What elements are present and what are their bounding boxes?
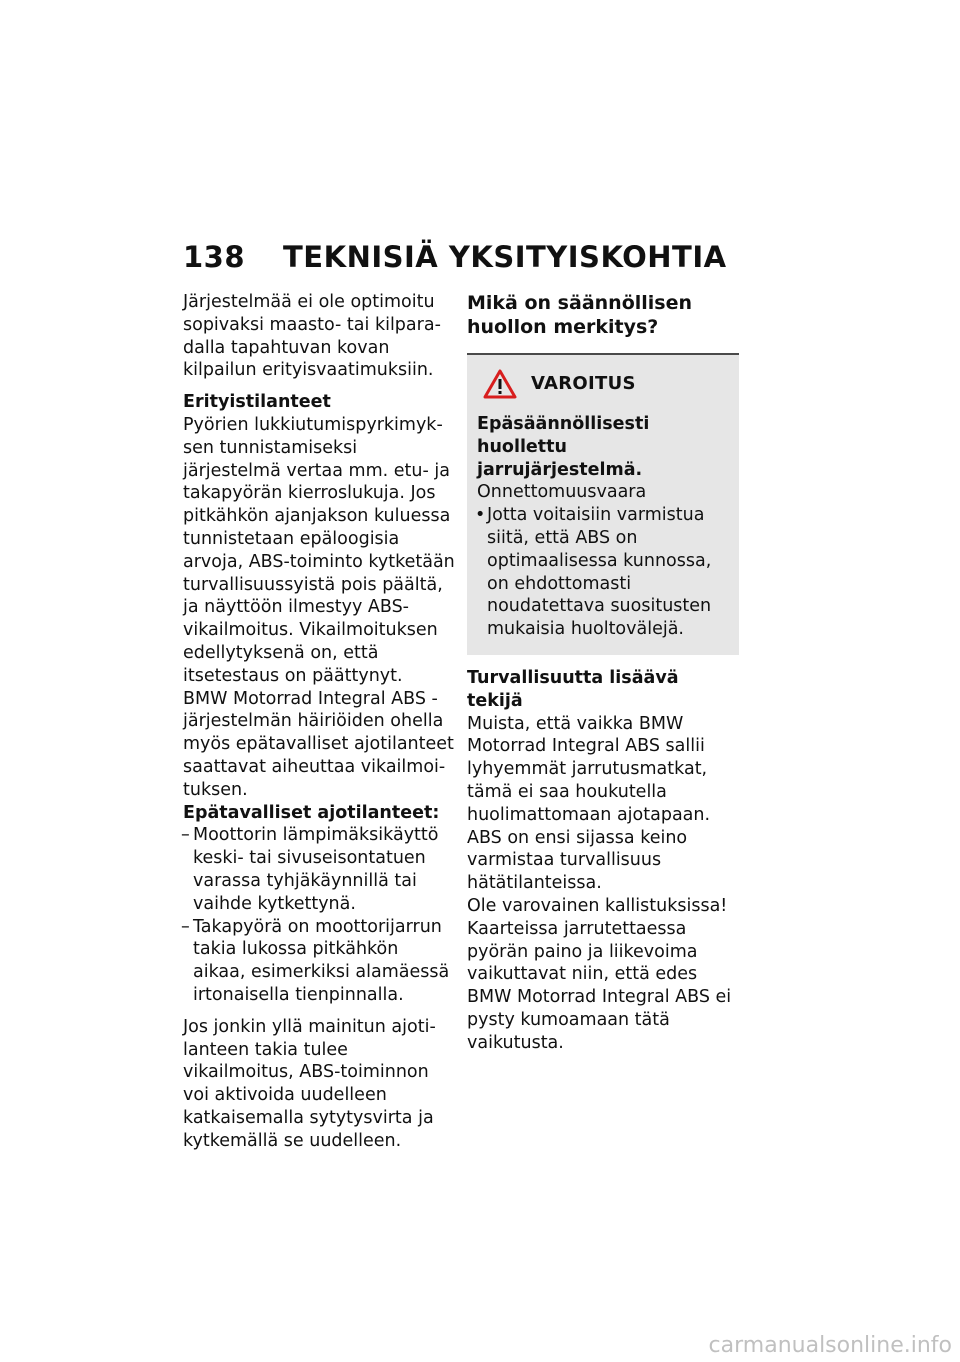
safety-text-3: Kaarteissa jarrutettaessa pyörän paino ja liikevoima vaikuttavat niin, että edes BMW Motorrad Integral ABS ei pysty kumoamaan tätä vaikutusta. <box>467 918 732 1053</box>
special-situations-text-2: BMW Motorrad Integral ABS -järjestelmän häiriöiden ohella myös epätavalliset ajotilanteet saattavat aiheuttaa vikailmoituksen. <box>183 688 454 800</box>
safety-heading: Turvallisuutta lisäävä tekijä <box>467 667 679 711</box>
safety-section <box>467 667 739 1055</box>
left-column <box>183 291 455 1152</box>
warning-header <box>477 369 729 399</box>
warning-hazard: Onnettomuusvaara <box>477 482 647 503</box>
warning-triangle-icon <box>483 369 517 399</box>
special-situations-text: Pyörien lukkiutumispyrkimyksen tunnistamiseksi järjestelmä vertaa mm. etu- ja takapyörän kierroslukuja. Jos pitkähkön ajanjakson kuluessa tunnistetaan epäloogisia arvoja, ABS-toiminto kytketään turvallisuussyistä pois päältä, ja näyttöön ilmestyy ABS-vikailmoitus. Vikailmoituksen edellytyksenä on, että itsetestaus on päättynyt. <box>183 414 455 686</box>
page-number: 138 <box>183 240 246 274</box>
warning-subtitle: Epäsäännöllisesti huollettu jarrujärjestelmä. <box>477 414 650 480</box>
right-column <box>467 291 739 1055</box>
list-item: – Moottorin lämpimäksikäyttö keski- tai sivuseisontatuen varassa tyhjäkäynnillä tai vaihde kytkettynä. <box>183 824 455 915</box>
list-item: – Takapyörä on moottorijarrun takia lukossa pitkähkön aikaa, esimerkiksi alamäessä irtonaisella tienpinnalla. <box>183 916 455 1007</box>
unusual-situations-heading: Epätavalliset ajotilanteet: <box>183 802 440 823</box>
maintenance-section-title: Mikä on säännöllisen huollon merkitys? <box>467 292 693 338</box>
safety-text: Muista, että vaikka BMW Motorrad Integral ABS sallii lyhyemmät jarrutusmatkat, tämä ei saa houkutella huolimattomaan ajotapaan. ABS on ensi sijassa keino varmistaa turvallisuus hätätilanteissa. <box>467 713 711 894</box>
unusual-situations-list <box>183 824 455 1006</box>
warning-label: VAROITUS <box>531 372 636 394</box>
special-situations-heading: Erityistilanteet <box>183 392 331 413</box>
closing-paragraph: Jos jonkin yllä mainitun ajotilanteen takia tulee vikailmoitus, ABS-toiminnon voi aktivoida uudelleen katkaisemalla sytytysvirta ja kytkemällä se uudelleen. <box>183 1016 436 1151</box>
warning-box <box>467 353 739 655</box>
page-title: TEKNISIÄ YKSITYISKOHTIA <box>283 240 727 274</box>
watermark: carmanualsonline.info <box>708 1333 952 1358</box>
warning-bullet: • Jotta voitaisiin varmistua siitä, että ABS on optimaalisessa kunnossa, on ehdottomasti noudatettava suositusten mukaisia huoltovälejä. <box>477 504 729 641</box>
page-header <box>183 240 727 280</box>
intro-paragraph: Järjestelmää ei ole optimoitu sopivaksi maasto- tai kilparadalla tapahtuvan kovan kilpailun erityisvaatimuksiin. <box>183 292 441 381</box>
safety-text-2: Ole varovainen kallistuksissa! <box>467 895 728 916</box>
